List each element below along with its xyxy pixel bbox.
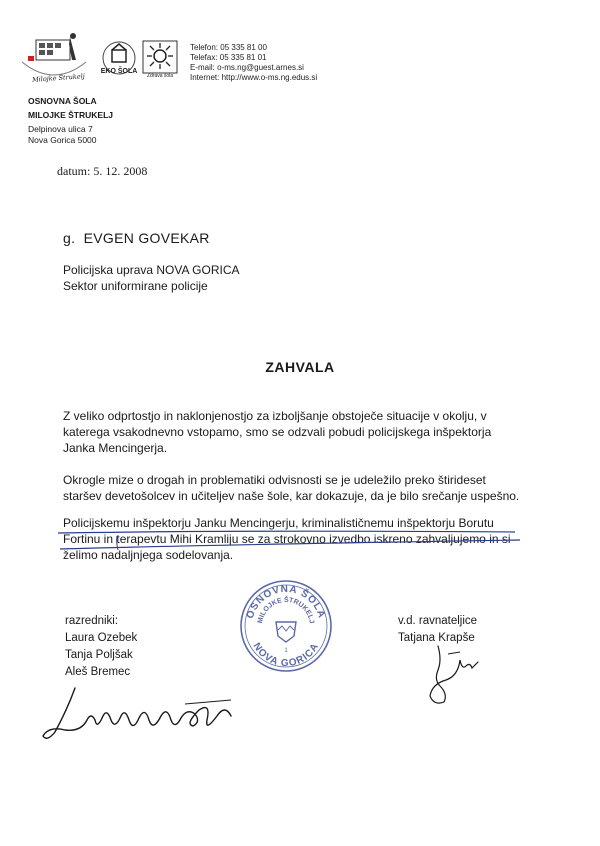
internet: Internet: http://www.o-ms.ng.edus.si bbox=[190, 73, 318, 82]
eko-sola-logo-graphic bbox=[100, 40, 138, 82]
sun-icon bbox=[142, 40, 178, 74]
school-logo-text: Milojke Štrukelj bbox=[31, 72, 86, 84]
paragraph-3-line-3: želimo nadaljnjega sodelovanja. bbox=[63, 548, 234, 562]
paragraph-1-line-2: katerega vsakodnevno vstopamo, smo se odzvali pobudi policijskega inšpektorja bbox=[63, 425, 492, 439]
paragraph-1 bbox=[63, 408, 533, 456]
recipient-org-line1: Policijska uprava NOVA GORICA bbox=[63, 263, 240, 277]
eko-sola-logo bbox=[100, 40, 138, 82]
stamp-top-text: OSNOVNA ŠOLA bbox=[244, 583, 328, 621]
paragraph-1-line-1: Z veliko odprtostjo in naklonjenostjo za izboljšanje obstoječe situacije v okolju, v bbox=[63, 409, 487, 423]
svg-text:NOVA GORICA bbox=[251, 641, 322, 669]
teacher-2-name: Tanja Poljšak bbox=[65, 649, 133, 661]
paragraph-3-line-1: Policijskemu inšpektorju Janku Mencingerju, kriminalističnemu inšpektorju Borutu bbox=[63, 516, 494, 530]
recipient-name: g. EVGEN GOVEKAR bbox=[63, 230, 210, 246]
stamp-bot-text: NOVA GORICA bbox=[250, 641, 322, 670]
date: datum: 5. 12. 2008 bbox=[57, 164, 148, 178]
fax: Telefax: 05 335 81 01 bbox=[190, 53, 267, 62]
phone: Telefon: 05 335 81 00 bbox=[190, 43, 267, 52]
contact-block bbox=[190, 43, 317, 83]
stamp-mid-text: MILOJKE ŠTRUKELJ bbox=[257, 596, 315, 625]
address-city: Nova Gorica 5000 bbox=[28, 135, 97, 145]
email: E-mail: o-ms.ng@guest.arnes.si bbox=[190, 63, 304, 72]
paragraph-2-line-1: Okrogle mize o drogah in problematiki odvisnosti se je udeležilo preko štirideset bbox=[63, 473, 486, 487]
school-stamp bbox=[238, 578, 334, 674]
paragraph-3-line-2: Fortinu in terapevtu Mihi Kramliju se za strokovno izvedbo iskreno zahvaljujemo in si bbox=[63, 532, 511, 546]
teacher-3-name: Aleš Bremec bbox=[65, 666, 131, 678]
school-name-line2: MILOJKE ŠTRUKELJ bbox=[28, 110, 114, 120]
pen-underline-marks bbox=[0, 518, 600, 578]
zdrava-sola-logo bbox=[142, 40, 178, 82]
school-logo bbox=[14, 32, 94, 90]
handwritten-signature-teachers bbox=[35, 680, 275, 750]
handwritten-signature-principal bbox=[420, 640, 490, 710]
address-street: Delpinova ulica 7 bbox=[28, 124, 93, 134]
zdrava-sola-text: Zdrava šola bbox=[146, 73, 174, 79]
school-address bbox=[28, 96, 113, 146]
paragraph-2-line-2: staršev devetošolcev in učiteljev naše šole, kar dokazuje, da je bilo srečanje uspešno. bbox=[63, 489, 520, 503]
paragraph-1-line-3: Janka Mencingerja. bbox=[63, 441, 168, 455]
stamp-number: 1 bbox=[284, 648, 288, 654]
recipient-org-line2: Sektor uniformirane policije bbox=[63, 279, 208, 293]
class-teachers-label: razredniki: bbox=[65, 615, 119, 627]
class-teachers-block bbox=[65, 613, 137, 681]
paragraph-2 bbox=[63, 472, 533, 504]
letter-title: ZAHVALA bbox=[265, 359, 335, 375]
school-name-line1: OSNOVNA ŠOLA bbox=[28, 96, 97, 106]
teacher-1-name: Laura Ozebek bbox=[65, 632, 138, 644]
principal-label: v.d. ravnateljice bbox=[398, 615, 478, 627]
school-stamp-graphic bbox=[238, 578, 334, 674]
principal-name: Tatjana Krapše bbox=[398, 632, 475, 644]
eko-sola-text: EKO ŠOLA bbox=[100, 68, 138, 75]
recipient-org bbox=[63, 262, 240, 294]
